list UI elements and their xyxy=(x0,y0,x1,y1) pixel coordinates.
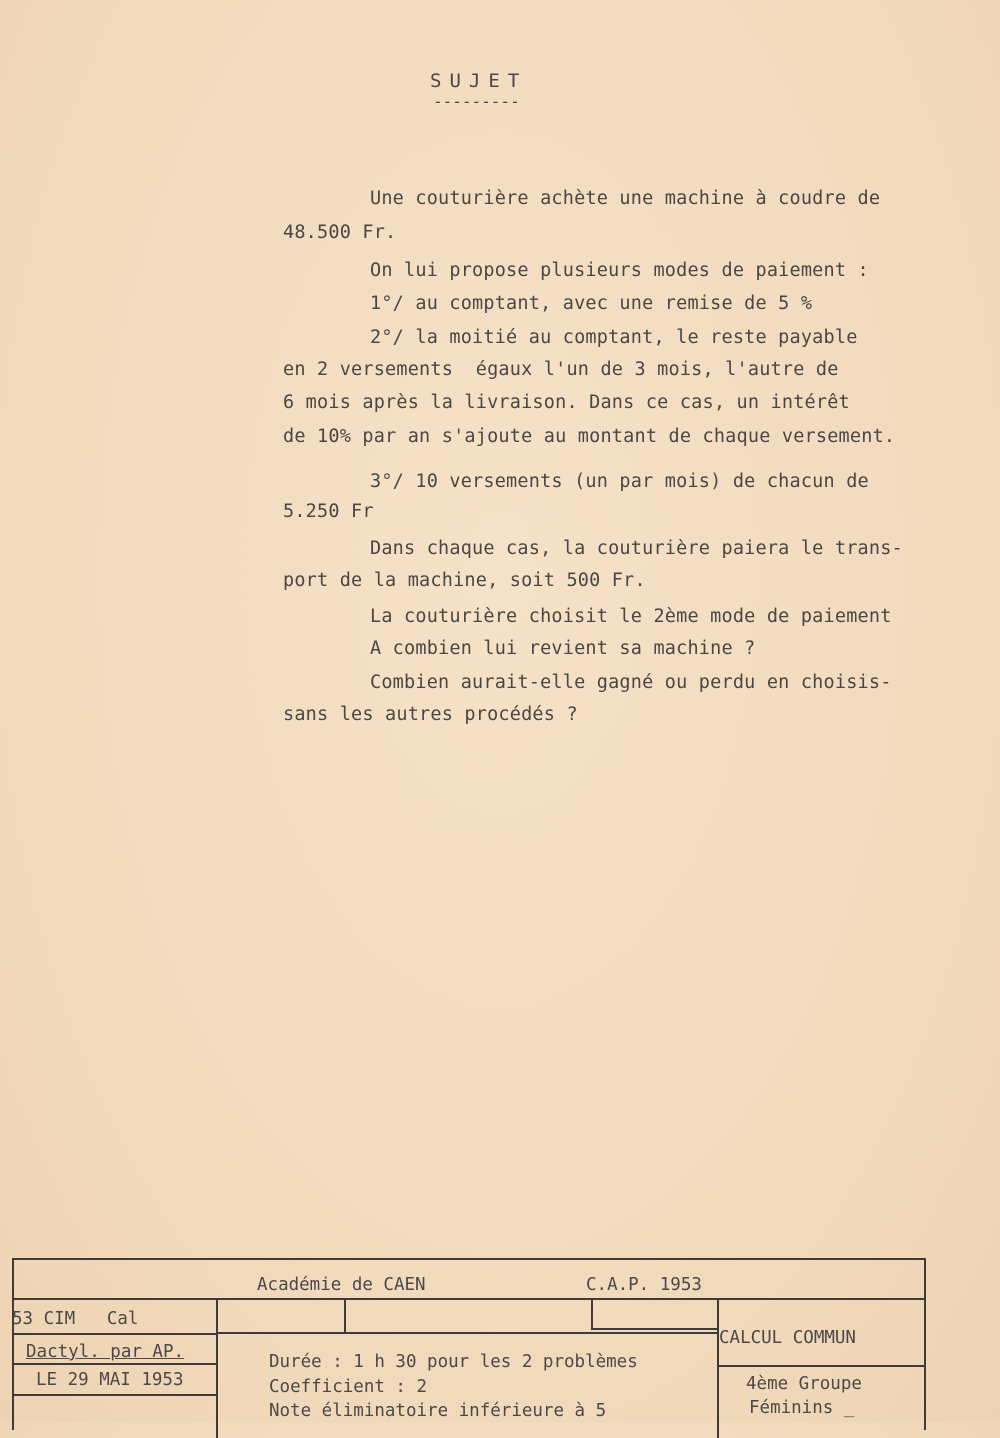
stamp-divider xyxy=(717,1298,719,1438)
stamp-subject: CALCUL COMMUN xyxy=(719,1328,856,1348)
problem-line: 48.500 Fr. xyxy=(283,222,397,243)
stamp-divider xyxy=(591,1328,718,1330)
stamp-divider xyxy=(14,1394,217,1396)
problem-line: sans les autres procédés ? xyxy=(283,704,578,725)
stamp-dactyl: Dactyl. par AP. xyxy=(26,1342,185,1362)
problem-line: de 10% par an s'ajoute au montant de chaque versement. xyxy=(283,426,896,447)
exam-stamp-box xyxy=(12,1258,926,1430)
stamp-academie: Académie de CAEN xyxy=(257,1275,426,1295)
stamp-date: LE 29 MAI 1953 xyxy=(36,1370,184,1390)
stamp-cap-year: C.A.P. 1953 xyxy=(586,1275,702,1295)
problem-line: en 2 versements égaux l'un de 3 mois, l'autre de xyxy=(283,359,839,380)
page-title: SUJET xyxy=(430,70,528,92)
problem-line: port de la machine, soit 500 Fr. xyxy=(283,570,646,591)
stamp-divider xyxy=(14,1298,924,1300)
stamp-groupe: 4ème Groupe xyxy=(746,1374,862,1394)
stamp-code: 53 CIM Cal xyxy=(12,1309,139,1329)
problem-line: Dans chaque cas, la couturière paiera le trans- xyxy=(370,538,903,559)
stamp-feminins: Féminins _ xyxy=(749,1398,855,1418)
stamp-divider xyxy=(344,1298,346,1332)
problem-line: 5.250 Fr xyxy=(283,501,374,522)
problem-line: 6 mois après la livraison. Dans ce cas, un intérêt xyxy=(283,392,850,413)
problem-line: Combien aurait-elle gagné ou perdu en choisis- xyxy=(370,672,892,693)
stamp-divider xyxy=(14,1363,217,1365)
problem-line: On lui propose plusieurs modes de paiement : xyxy=(370,260,869,281)
stamp-divider xyxy=(718,1365,924,1367)
stamp-note: Note éliminatoire inférieure à 5 xyxy=(269,1401,607,1421)
stamp-divider xyxy=(591,1298,593,1330)
stamp-divider xyxy=(14,1333,217,1335)
problem-line: La couturière choisit le 2ème mode de paiement xyxy=(370,606,892,627)
stamp-divider xyxy=(218,1332,718,1334)
title-underline: --------- xyxy=(433,92,520,111)
problem-line: 3°/ 10 versements (un par mois) de chacun de xyxy=(370,471,869,492)
stamp-coefficient: Coefficient : 2 xyxy=(269,1377,428,1397)
problem-line: 2°/ la moitié au comptant, le reste payable xyxy=(370,327,858,348)
problem-line: A combien lui revient sa machine ? xyxy=(370,638,756,659)
stamp-divider xyxy=(216,1298,218,1438)
problem-line: Une couturière achète une machine à coudre de xyxy=(370,188,881,209)
stamp-duree: Durée : 1 h 30 pour les 2 problèmes xyxy=(269,1352,638,1372)
problem-line: 1°/ au comptant, avec une remise de 5 % xyxy=(370,293,813,314)
